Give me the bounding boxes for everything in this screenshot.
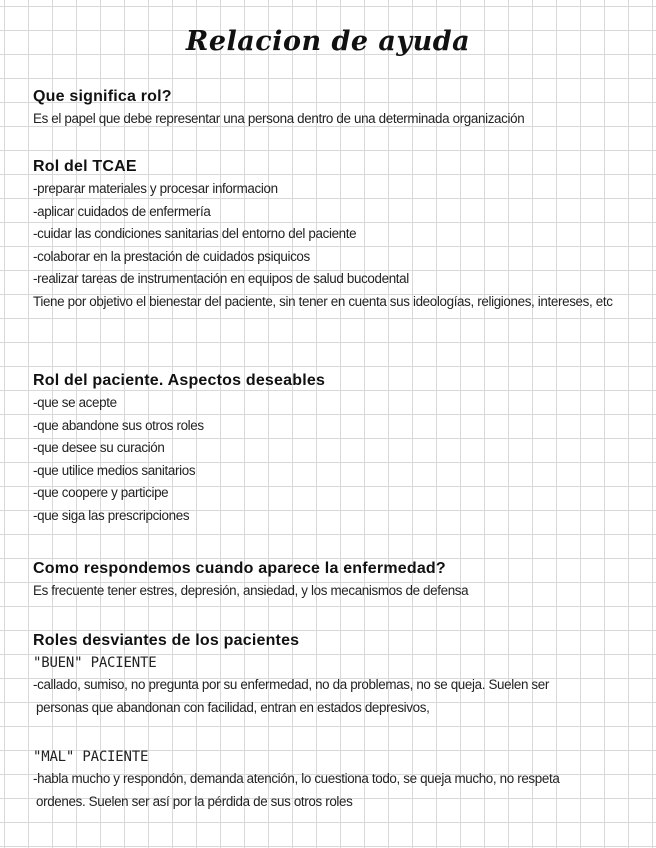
list-item: -que coopere y participe <box>33 485 169 501</box>
buen-paciente-text: -callado, sumiso, no pregunta por su enfermedad, no da problemas, no se queja. Suelen ser <box>33 677 549 692</box>
list-item: -realizar tareas de instrumentación en equipos de salud bucodental <box>33 271 409 287</box>
list-item: -que abandone sus otros roles <box>33 417 204 433</box>
mal-paciente-text: ordenes. Suelen ser así por la pérdida de sus otros roles <box>36 793 353 809</box>
section-tcae <box>33 156 633 313</box>
buen-paciente-text: personas que abandonan con facilidad, entran en estados depresivos, <box>36 699 430 715</box>
section-paciente <box>33 370 633 528</box>
section-heading: Como respondemos cuando aparece la enfermedad? <box>33 560 446 577</box>
objective-paragraph: Tiene por objetivo el bienestar del paciente, sin tener en cuenta sus ideologías, religiones, intereses, etc <box>33 293 613 309</box>
section-heading: Que significa rol? <box>33 88 172 105</box>
list-item: -cuidar las condiciones sanitarias del entorno del paciente <box>33 226 357 242</box>
buen-paciente-label: "BUEN" PACIENTE <box>33 655 157 671</box>
section-heading: Rol del paciente. Aspectos deseables <box>33 372 326 389</box>
section-enfermedad <box>33 558 633 603</box>
mal-paciente-text: -habla mucho y respondón, demanda atención, lo cuestiona todo, se queja mucho, no respeta <box>33 771 560 786</box>
list-item: -que utilice medios sanitarios <box>33 462 196 478</box>
section-heading: Roles desviantes de los pacientes <box>33 632 300 649</box>
list-item: -aplicar cuidados de enfermería <box>33 203 211 219</box>
section-mal-paciente <box>33 746 633 813</box>
response-text: Es frecuente tener estres, depresión, ansiedad, y los mecanismos de defensa <box>33 583 469 598</box>
page-title: Relacion de ayuda <box>185 26 471 57</box>
definition-text: Es el papel que debe representar una persona dentro de una determinada organización <box>33 111 525 126</box>
section-desviantes <box>33 630 633 719</box>
list-item: -que siga las prescripciones <box>33 507 190 523</box>
section-heading: Rol del TCAE <box>33 158 137 175</box>
mal-paciente-label: "MAL" PACIENTE <box>33 749 149 765</box>
list-item: -colaborar en la prestación de cuidados psiquicos <box>33 248 310 264</box>
list-item: -preparar materiales y procesar informacion <box>33 181 278 196</box>
list-item: -que se acepte <box>33 395 117 410</box>
list-item: -que desee su curación <box>33 440 165 456</box>
section-rol <box>33 86 633 131</box>
